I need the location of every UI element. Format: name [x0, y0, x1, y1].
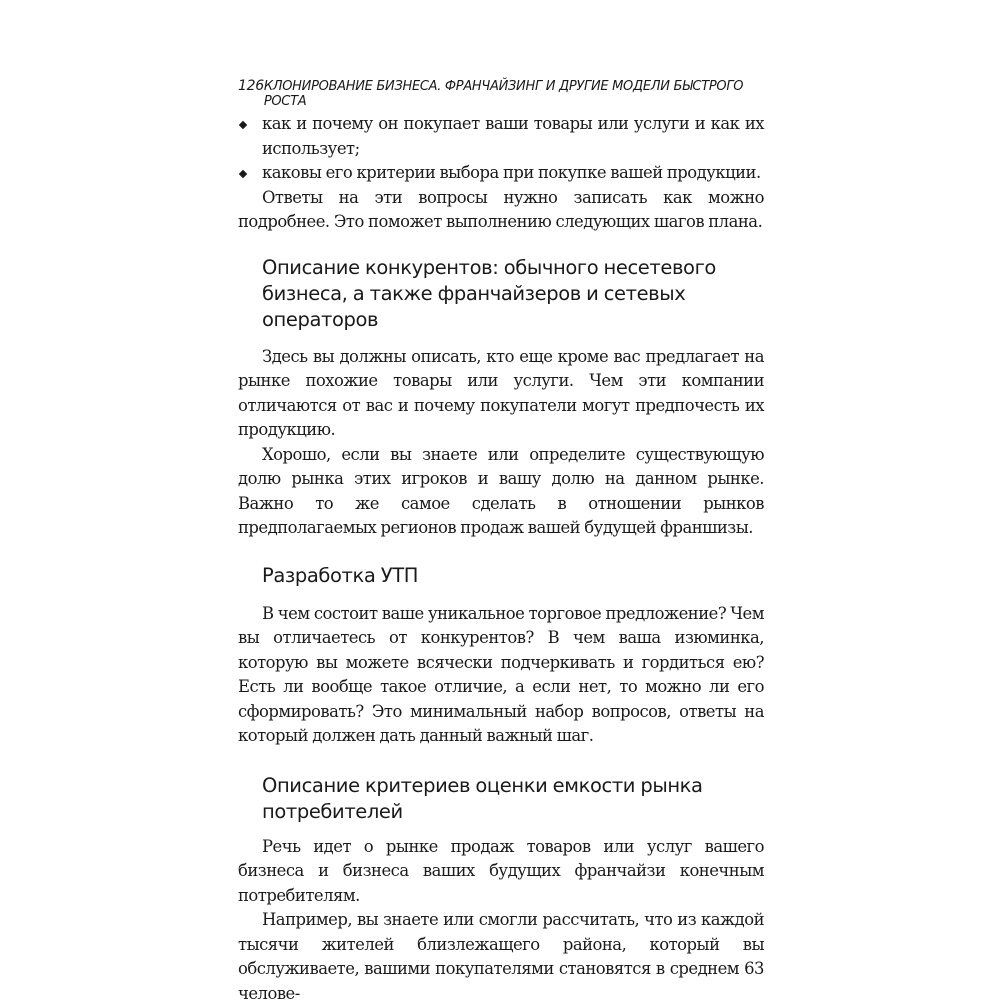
section-heading-market-capacity: Описание критериев оценки емкости рынка потребителей: [262, 773, 703, 823]
paragraph: Хорошо, если вы знаете или определите существующую долю рынка этих игроков и вашу долю на данном рынке. Важно то же самое сделать в отношении рынков предполагаемых регионов продаж вашей будущей франшизы.: [238, 444, 764, 537]
diamond-bullet-icon: [239, 170, 247, 178]
bullet-text: каковы его критерии выбора при покупке вашей продукции.: [262, 163, 761, 182]
paragraph: Например, вы знаете или смогли рассчитать, что из каждой тысячи жителей близлежащего района, который вы обслуживаете, вашими покупателями становятся в среднем 63 челове-: [238, 910, 764, 1003]
book-page: [238, 78, 764, 1006]
bullet-list: [238, 112, 764, 186]
paragraph: В чем состоит ваше уникальное торговое предложение? Чем вы отличаетесь от конкурентов? В чем ваша изюминка, которую вы можете всячески подчеркивать и гордиться ею? Есть ли вообще такое отличие, а если нет, то можно ли его сформировать? Это минимальный набор вопросов, ответы на который должен дать данный важный шаг.: [238, 603, 764, 745]
diamond-bullet-icon: [239, 121, 247, 129]
page-number: 126: [238, 78, 264, 94]
list-item: [238, 112, 764, 161]
section-heading-usp: Разработка УТП: [262, 563, 419, 587]
running-title: КЛОНИРОВАНИЕ БИЗНЕСА. ФРАНЧАЙЗИНГ И ДРУГИЕ МОДЕЛИ БЫСТРОГО РОСТА: [263, 79, 744, 109]
page-body: [238, 112, 764, 1006]
paragraph: Здесь вы должны описать, кто еще кроме вас предлагает на рынке похожие товары или услуги. Чем эти компании отличаются от вас и почему покупатели могут предпочесть их продукцию.: [238, 346, 764, 439]
paragraph: Речь идет о рынке продаж товаров или услуг вашего бизнеса и бизнеса ваших будущих франчайзи конечным потребителям.: [238, 836, 764, 905]
running-header: [238, 78, 764, 109]
bullet-text: как и почему он покупает ваши товары или услуги и как их использует;: [262, 114, 764, 158]
intro-paragraph: Ответы на эти вопросы нужно записать как можно подробнее. Это поможет выполнению следующих шагов плана.: [238, 187, 764, 231]
section-heading-competitors: Описание конкурентов: обычного несетевого бизнеса, а также франчайзеров и сетевых операторов: [262, 255, 716, 331]
list-item: [238, 161, 764, 186]
